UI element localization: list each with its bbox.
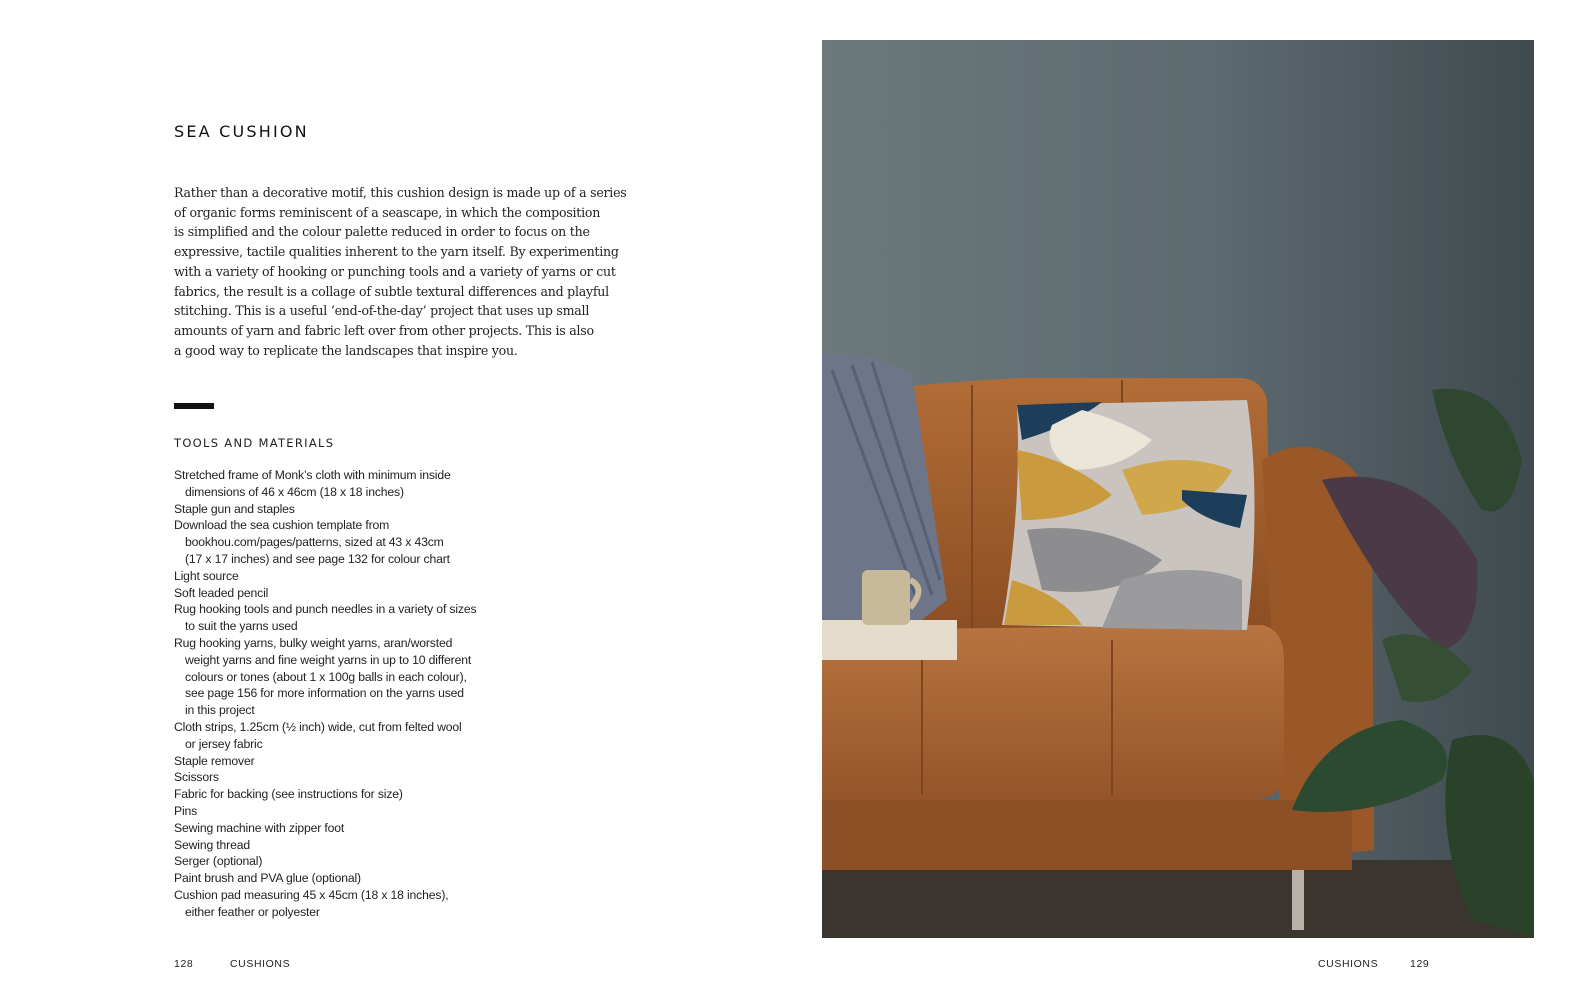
material-line: Fabric for backing (see instructions for size) <box>174 787 403 802</box>
material-continuation: bookhou.com/pages/patterns, sized at 43 x 43cm <box>185 535 444 550</box>
material-item <box>174 635 476 719</box>
materials-heading: TOOLS AND MATERIALS <box>174 436 335 450</box>
material-line: Cushion pad measuring 45 x 45cm (18 x 18 inches), <box>174 887 449 902</box>
material-line: Serger (optional) <box>174 854 263 869</box>
sea-cushion <box>1002 400 1255 630</box>
material-continuation: colours or tones (about 1 x 100g balls in each colour), <box>185 669 467 684</box>
material-line: Rug hooking tools and punch needles in a variety of sizes <box>174 602 477 617</box>
material-line: Staple remover <box>174 753 255 768</box>
material-continuation: or jersey fabric <box>185 736 263 751</box>
material-line: Pins <box>174 803 198 818</box>
material-item <box>174 501 476 518</box>
intro-line: a good way to replicate the landscapes that inspire you. <box>174 342 518 358</box>
material-line: Soft leaded pencil <box>174 585 269 600</box>
material-line: Sewing thread <box>174 837 250 852</box>
material-line: Rug hooking yarns, bulky weight yarns, aran/worsted <box>174 635 453 650</box>
section-divider <box>174 403 214 409</box>
material-item <box>174 517 476 567</box>
material-item <box>174 719 476 753</box>
material-item <box>174 467 476 501</box>
mug <box>862 570 910 625</box>
wooden-tray <box>822 620 957 660</box>
material-continuation: in this project <box>185 703 255 718</box>
material-item <box>174 837 476 854</box>
material-item <box>174 769 476 786</box>
floor <box>822 860 1534 938</box>
material-item <box>174 870 476 887</box>
material-continuation: see page 156 for more information on the yarns used <box>185 686 464 701</box>
intro-line: is simplified and the colour palette reduced in order to focus on the <box>174 224 590 240</box>
material-line: Stretched frame of Monk’s cloth with minimum inside <box>174 468 451 482</box>
intro-line: amounts of yarn and fabric left over from other projects. This is also <box>174 322 594 338</box>
material-line: Sewing machine with zipper foot <box>174 820 345 835</box>
material-line: Download the sea cushion template from <box>174 518 390 533</box>
intro-paragraph <box>174 183 634 360</box>
page-title: SEA CUSHION <box>174 122 309 141</box>
material-continuation: dimensions of 46 x 46cm (18 x 18 inches) <box>185 484 404 499</box>
material-continuation: (17 x 17 inches) and see page 132 for colour chart <box>185 551 450 566</box>
sofa-cushion-photo <box>822 40 1534 938</box>
material-line: Scissors <box>174 770 219 785</box>
material-item <box>174 786 476 803</box>
sofa-base <box>822 800 1352 870</box>
material-continuation: to suit the yarns used <box>185 619 298 634</box>
material-continuation: weight yarns and fine weight yarns in up to 10 different <box>185 652 472 667</box>
running-head-right: CUSHIONS <box>1318 958 1379 970</box>
material-continuation: either feather or polyester <box>185 904 320 919</box>
intro-line: of organic forms reminiscent of a seascape, in which the composition <box>174 204 601 220</box>
materials-list <box>174 467 476 921</box>
material-item <box>174 585 476 602</box>
page-number-left: 128 <box>174 958 194 970</box>
material-item <box>174 853 476 870</box>
page-number-right: 129 <box>1410 958 1430 970</box>
material-item <box>174 753 476 770</box>
running-head-left: CUSHIONS <box>230 958 291 970</box>
intro-line: expressive, tactile qualities inherent to the yarn itself. By experimenting <box>174 244 619 260</box>
intro-line: with a variety of hooking or punching tools and a variety of yarns or cut <box>174 263 616 279</box>
material-item <box>174 568 476 585</box>
material-line: Staple gun and staples <box>174 501 295 516</box>
material-item <box>174 803 476 820</box>
intro-line: fabrics, the result is a collage of subtle textural differences and playful <box>174 283 609 299</box>
material-item <box>174 887 476 921</box>
intro-line: Rather than a decorative motif, this cushion design is made up of a series <box>174 185 627 200</box>
photo-illustration <box>822 40 1534 938</box>
material-line: Light source <box>174 568 239 583</box>
material-line: Paint brush and PVA glue (optional) <box>174 871 361 886</box>
intro-line: stitching. This is a useful ‘end-of-the-day’ project that uses up small <box>174 303 590 319</box>
material-item <box>174 601 476 635</box>
material-item <box>174 820 476 837</box>
material-line: Cloth strips, 1.25cm (½ inch) wide, cut from felted wool <box>174 719 462 734</box>
